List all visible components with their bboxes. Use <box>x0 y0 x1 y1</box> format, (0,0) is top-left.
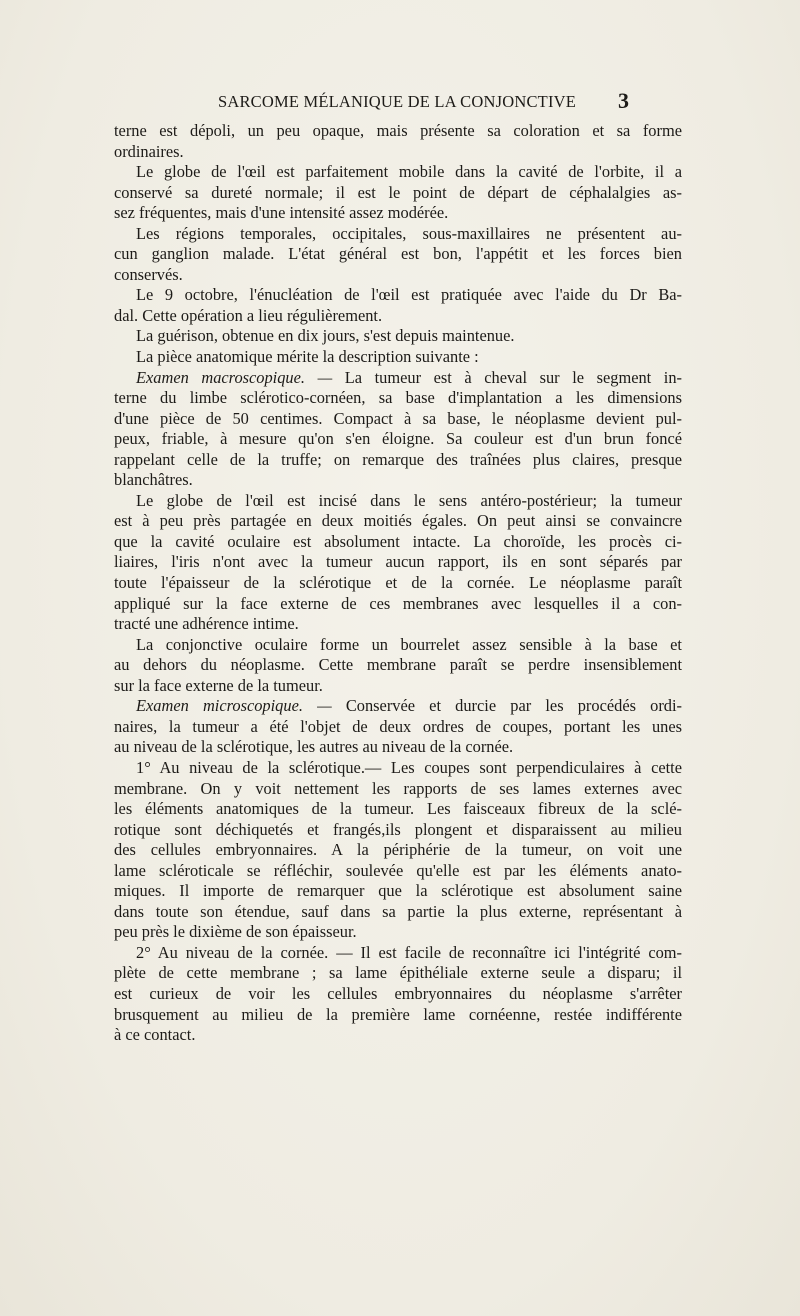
line-text: lame scléroticale se réfléchir, soulevée qu'elle est par les éléments anato- <box>114 860 682 880</box>
text-line <box>114 347 682 368</box>
running-header: SARCOME MÉLANIQUE DE LA CONJONCTIVE <box>217 92 577 111</box>
line-text: tracté une adhérence intime. <box>114 614 299 634</box>
text-line <box>114 409 682 430</box>
line-text: sez fréquentes, mais d'une intensité assez modérée. <box>114 203 449 223</box>
line-text: rotique sont déchiquetés et frangés,ils plongent et disparaissent au milieu <box>114 819 682 839</box>
line-text: cun ganglion malade. L'état général est bon, l'appétit et les forces bien <box>114 244 682 264</box>
line-text: plète de cette membrane ; sa lame épithéliale externe seule a disparu; il <box>114 963 682 983</box>
section-lead: Examen macroscopique. — <box>136 367 345 387</box>
line-text: est à peu près partagée en deux moitiés égales. On peut ainsi se convaincre <box>114 511 682 531</box>
line-text: blanchâtres. <box>114 470 193 490</box>
line-text: conservés. <box>114 264 183 284</box>
text-line <box>114 470 682 491</box>
body-text <box>114 121 682 1046</box>
line-text: La conjonctive oculaire forme un bourrelet assez sensible à la base et <box>136 634 682 654</box>
line-text: toute l'épaisseur de la sclérotique et de la cornée. Le néoplasme paraît <box>114 573 682 593</box>
text-line <box>114 429 682 450</box>
line-text: 1° Au niveau de la sclérotique.— Les coupes sont perpendiculaires à cette <box>136 757 682 777</box>
text-line <box>114 655 682 676</box>
text-line <box>114 203 682 224</box>
line-text: naires, la tumeur a été l'objet de deux ordres de coupes, portant les unes <box>114 716 682 736</box>
line-text: Le 9 octobre, l'énucléation de l'œil est pratiquée avec l'aide du Dr Ba- <box>136 285 682 305</box>
text-line <box>114 388 682 409</box>
line-text: à ce contact. <box>114 1025 196 1045</box>
line-text: Conservée et durcie par les procédés ordi- <box>345 696 682 716</box>
line-text: des cellules embryonnaires. A la périphérie de la tumeur, on voit une <box>114 840 682 860</box>
text-line <box>114 737 682 758</box>
line-text: ordinaires. <box>114 141 184 161</box>
text-line <box>114 183 682 204</box>
text-line <box>114 594 682 615</box>
line-text: La tumeur est à cheval sur le segment in- <box>344 367 682 387</box>
text-line <box>114 840 682 861</box>
text-line <box>114 922 682 943</box>
line-text: La guérison, obtenue en dix jours, s'est depuis maintenue. <box>136 326 515 346</box>
line-text: Le globe de l'œil est incisé dans le sens antéro-postérieur; la tumeur <box>136 490 682 510</box>
line-text: La pièce anatomique mérite la description suivante : <box>136 347 479 367</box>
text-line <box>114 635 682 656</box>
text-line <box>114 552 682 573</box>
text-line <box>114 1025 682 1046</box>
text-line <box>114 799 682 820</box>
line-text: au niveau de la sclérotique, les autres au niveau de la cornée. <box>114 737 514 757</box>
text-line <box>114 696 682 717</box>
text-line <box>114 717 682 738</box>
text-line <box>114 820 682 841</box>
text-line <box>114 121 682 142</box>
text-line <box>114 142 682 163</box>
text-line <box>114 1005 682 1026</box>
text-line <box>114 573 682 594</box>
text-line <box>114 943 682 964</box>
text-line <box>114 162 682 183</box>
line-text: sur la face externe de la tumeur. <box>114 675 323 695</box>
line-text: conservé sa dureté normale; il est le point de départ de céphalalgies as- <box>114 182 682 202</box>
text-line <box>114 984 682 1005</box>
line-text: Le globe de l'œil est parfaitement mobile dans la cavité de l'orbite, il a <box>136 162 682 182</box>
line-text: 2° Au niveau de la cornée. — Il est facile de reconnaître ici l'intégrité com- <box>136 942 682 962</box>
text-line <box>114 881 682 902</box>
line-text: appliqué sur la face externe de ces membranes avec lesquelles il a con- <box>114 593 682 613</box>
line-text: les éléments anatomiques de la tumeur. Les faisceaux fibreux de la sclé- <box>114 799 682 819</box>
text-line <box>114 244 682 265</box>
line-text: que la cavité oculaire est absolument intacte. La choroïde, les procès ci- <box>114 531 682 551</box>
text-line <box>114 265 682 286</box>
line-text: peu près le dixième de son épaisseur. <box>114 922 357 942</box>
text-line <box>114 532 682 553</box>
line-text: terne est dépoli, un peu opaque, mais présente sa coloration et sa forme <box>114 121 682 140</box>
text-line <box>114 326 682 347</box>
line-text: rappelant celle de la truffe; on remarque des traînées plus claires, presque <box>114 449 682 469</box>
line-text: terne du limbe sclérotico-cornéen, sa base d'implantation a les dimensions <box>114 388 682 408</box>
text-line <box>114 450 682 471</box>
text-line <box>114 491 682 512</box>
text-line <box>114 861 682 882</box>
text-line <box>114 758 682 779</box>
text-line <box>114 614 682 635</box>
line-text: dal. Cette opération a lieu régulièrement. <box>114 305 383 325</box>
text-line <box>114 368 682 389</box>
line-text: au dehors du néoplasme. Cette membrane paraît se perdre insensiblement <box>114 655 682 675</box>
line-text: peux, friable, à mesure qu'on s'en éloigne. Sa couleur est d'un brun foncé <box>114 429 682 449</box>
text-line <box>114 779 682 800</box>
line-text: Les régions temporales, occipitales, sous-maxillaires ne présentent au- <box>136 223 682 243</box>
section-lead: Examen microscopique. — <box>136 696 346 716</box>
line-text: dans toute son étendue, sauf dans sa partie la plus externe, représentant à <box>114 901 682 921</box>
page-number: 3 <box>618 88 629 113</box>
text-line <box>114 224 682 245</box>
text-line <box>114 306 682 327</box>
line-text: liaires, l'iris n'ont avec la tumeur aucun rapport, ils en sont séparés par <box>114 552 682 572</box>
text-line <box>114 902 682 923</box>
text-line <box>114 285 682 306</box>
text-line <box>114 963 682 984</box>
line-text: membrane. On y voit nettement les rapports de ses lames externes avec <box>114 778 682 798</box>
line-text: miques. Il importe de remarquer que la sclérotique est absolument saine <box>114 881 682 901</box>
line-text: d'une pièce de 50 centimes. Compact à sa base, le néoplasme devient pul- <box>114 408 682 428</box>
text-line <box>114 511 682 532</box>
text-line <box>114 676 682 697</box>
line-text: brusquement au milieu de la première lame cornéenne, restée indifférente <box>114 1004 682 1024</box>
line-text: est curieux de voir les cellules embryonnaires du néoplasme s'arrêter <box>114 983 682 1003</box>
